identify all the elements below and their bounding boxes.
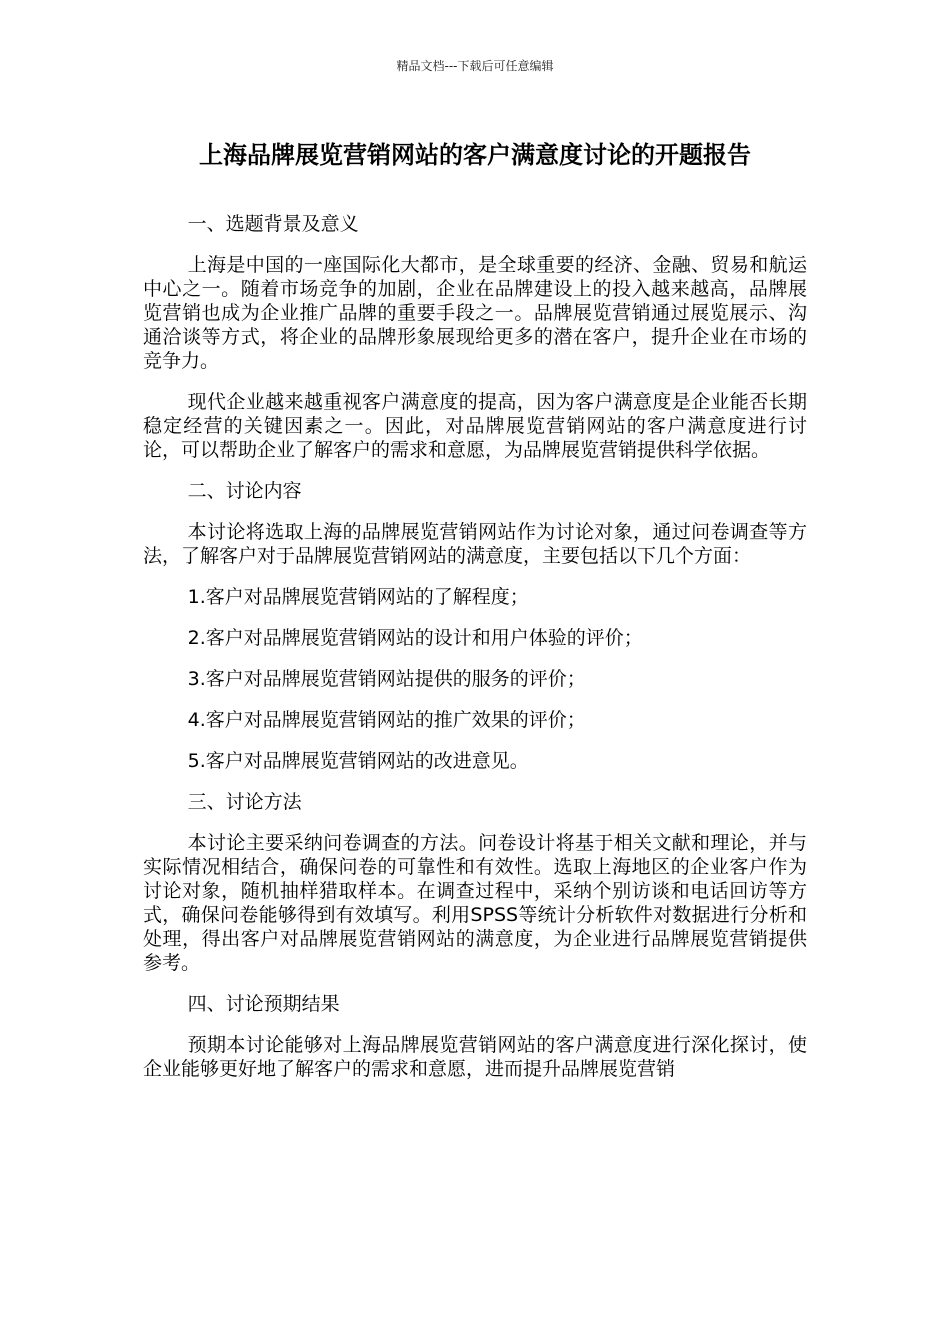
paragraph-content-intro: 本讨论将选取上海的品牌展览营销网站作为讨论对象，通过问卷调查等方法，了解客户对于品牌展览营销网站的满意度，主要包括以下几个方面： [143,521,807,567]
paragraph-background-1: 上海是中国的一座国际化大都市，是全球重要的经济、金融、贸易和航运中心之一。随着市场竞争的加剧，企业在品牌建设上的投入越来越高，品牌展览营销也成为企业推广品牌的重要手段之一。品牌展览营销通过展览展示、沟通洽谈等方式，将企业的品牌形象展现给更多的潜在客户，提升企业在市场的竞争力。 [143,254,807,372]
document-title: 上海品牌展览营销网站的客户满意度讨论的开题报告 [199,141,751,169]
section-heading-content: 二、讨论内容 [187,480,302,502]
list-item-2: 2.客户对品牌展览营销网站的设计和用户体验的评价； [187,627,643,649]
section-heading-method: 三、讨论方法 [187,791,302,813]
list-item-5: 5.客户对品牌展览营销网站的改进意见。 [187,750,529,772]
list-item-1: 1.客户对品牌展览营销网站的了解程度； [187,586,529,608]
paragraph-method: 本讨论主要采纳问卷调查的方法。问卷设计将基于相关文献和理论，并与实际情况相结合，确保问卷的可靠性和有效性。选取上海地区的企业客户作为讨论对象，随机抽样猎取样本。在调查过程中，采纳个别访谈和电话回访等方式，确保问卷能够得到有效填写。利用SPSS等统计分析软件对数据进行分析和处理，得出客户对品牌展览营销网站的满意度，为企业进行品牌展览营销提供参考。 [143,832,807,974]
list-item-3: 3.客户对品牌展览营销网站提供的服务的评价； [187,668,586,690]
paragraph-expected-results: 预期本讨论能够对上海品牌展览营销网站的客户满意度进行深化探讨，使企业能够更好地了解客户的需求和意愿，进而提升品牌展览营销 [143,1034,807,1080]
document-body [143,212,807,1098]
section-heading-background: 一、选题背景及意义 [187,213,359,235]
list-item-4: 4.客户对品牌展览营销网站的推广效果的评价； [187,709,586,731]
header-note: 精品文档---下载后可任意编辑 [396,59,554,73]
section-heading-expected-results: 四、讨论预期结果 [187,993,340,1015]
paragraph-background-2: 现代企业越来越重视客户满意度的提高，因为客户满意度是企业能否长期稳定经营的关键因素之一。因此，对品牌展览营销网站的客户满意度进行讨论，可以帮助企业了解客户的需求和意愿，为品牌展览营销提供科学依据。 [143,391,807,461]
